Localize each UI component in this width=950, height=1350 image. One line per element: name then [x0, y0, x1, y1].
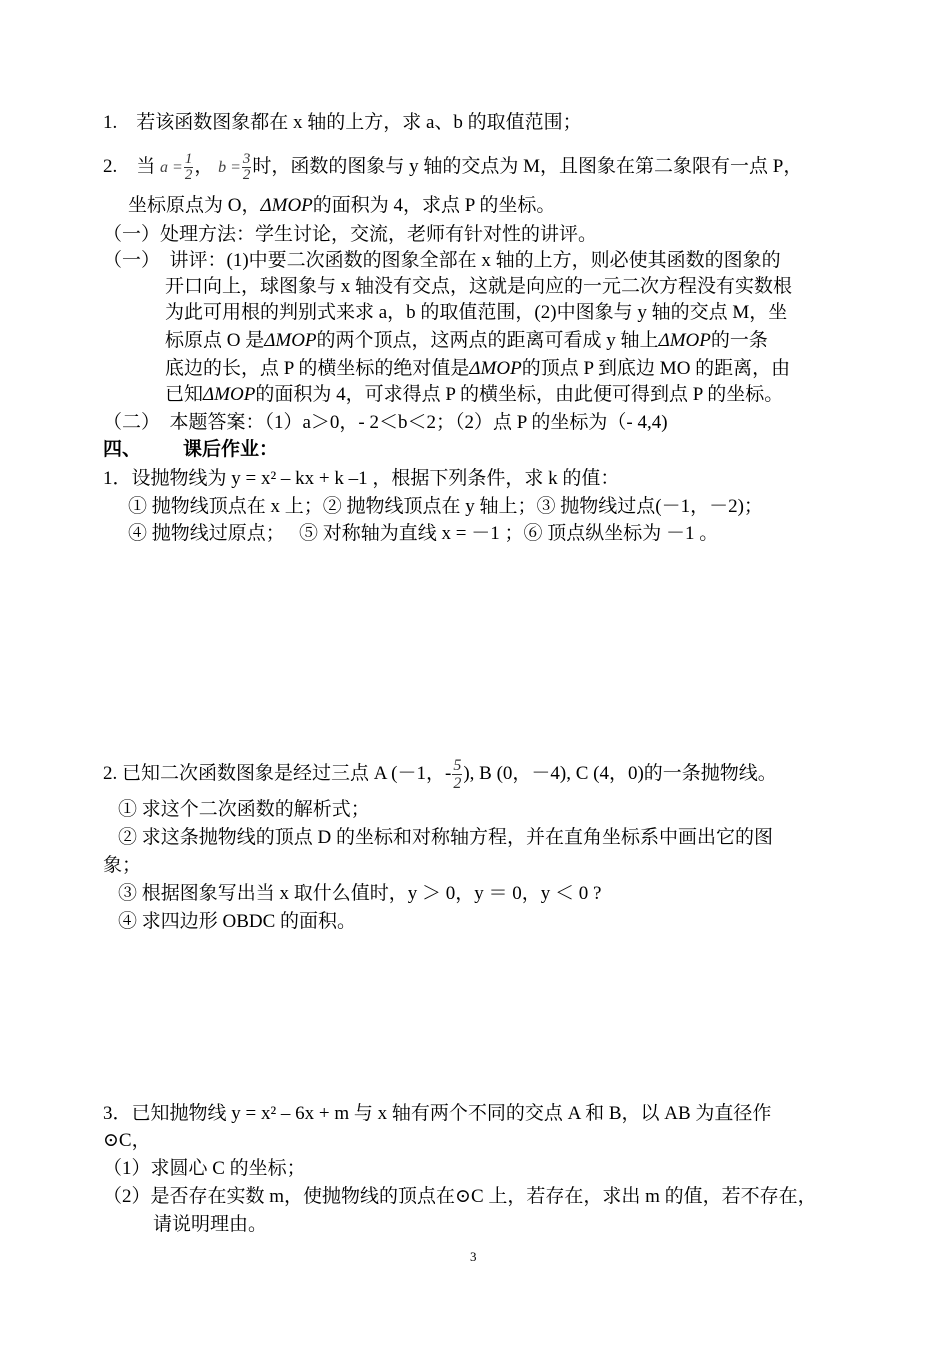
- question-2-number: 2. 当: [103, 155, 156, 177]
- homework-2-item-4: ④ 求四边形 OBDC 的面积。: [118, 911, 357, 932]
- comma: ，: [194, 155, 214, 177]
- b-fraction: [242, 152, 252, 183]
- section-title: 课后作业：: [183, 439, 279, 460]
- homework-2-item-2: ② 求这条抛物线的顶点 D 的坐标和对称轴方程，并在直角坐标系中画出它的图: [118, 827, 773, 848]
- a-numerator: 1: [184, 151, 193, 167]
- five-halves-fraction: [452, 757, 462, 792]
- question-2-line-1: [103, 152, 802, 183]
- triangle-mop: ΔMOP: [264, 330, 317, 351]
- homework-2-item-2-cont: 象；: [103, 855, 142, 876]
- review-line-2: 开口向上，球图象与 x 轴没有交点，这就是向应的一元二次方程没有实数根: [165, 276, 793, 297]
- triangle-mop: ΔMOP: [260, 195, 313, 216]
- review-line-1: [103, 248, 781, 274]
- homework-3-sub-2-cont: 请说明理由。: [153, 1214, 268, 1235]
- b-lhs: b =: [218, 158, 241, 176]
- review-l5-a: 底边的长，点 P 的横坐标的绝对值是: [165, 358, 470, 379]
- review-line-3: 为此可用根的判别式来求 a，b 的取值范围，(2)中图象与 y 轴的交点 M，坐: [165, 302, 788, 323]
- homework-1-conditions-row-1: ① 抛物线顶点在 x 上；② 抛物线顶点在 y 轴上；③ 抛物线过点(－1，－2)；: [128, 496, 763, 517]
- review-line-4: [165, 328, 768, 354]
- fraction-denominator: 2: [453, 775, 462, 792]
- method-line: （一）处理方法：学生讨论，交流，老师有针对性的讲评。: [103, 224, 598, 245]
- answer-line: （二） 本题答案：（1）a＞0，- 2＜b＜2；（2）点 P 的坐标为（- 4,4): [103, 412, 668, 433]
- review-line-6: [165, 382, 783, 408]
- review-l5-b: 的顶点 P 到底边 MO 的距离，由: [521, 358, 791, 379]
- homework-2-stem: [103, 757, 777, 792]
- line2-a: 坐标原点为 O，: [128, 195, 261, 216]
- triangle-mop: ΔMOP: [658, 330, 711, 351]
- review-l4-c: 的一条: [710, 330, 768, 351]
- homework-3-stem-cont: ⊙C，: [103, 1130, 151, 1151]
- question-2-tail: 时，函数的图象与 y 轴的交点为 M，且图象在第二象限有一点 P，: [252, 155, 803, 177]
- triangle-mop: ΔMOP: [203, 384, 256, 405]
- hw2-stem-a: 2. 已知二次函数图象是经过三点 A (－1，-: [103, 762, 452, 784]
- b-numerator: 3: [242, 151, 251, 167]
- homework-1-stem: 1．设抛物线为 y = x² – kx + k –1 ，根据下列条件，求 k 的值：: [103, 468, 620, 489]
- page-number: 3: [470, 1249, 477, 1264]
- a-denominator: 2: [184, 167, 193, 183]
- review-text-1: (1)中要二次函数的图象全部在 x 轴的上方，则必使其函数的图象的: [226, 250, 781, 271]
- fraction-numerator: 5: [453, 757, 462, 774]
- review-l6-a: 已知: [165, 384, 204, 405]
- line2-b: 的面积为 4，求点 P 的坐标。: [312, 195, 556, 216]
- hw2-stem-b: ), B (0，－4), C (4，0)的一条抛物线。: [463, 762, 777, 784]
- review-line-5: [165, 356, 790, 382]
- homework-2-item-3: ③ 根据图象写出当 x 取什么值时，y ＞ 0，y ＝ 0，y ＜ 0 ?: [118, 883, 602, 904]
- section-number: 四、: [103, 439, 142, 460]
- review-label: （一） 讲评：: [103, 250, 227, 271]
- a-lhs: a =: [160, 158, 183, 176]
- homework-3-sub-2: （2）是否存在实数 m，使抛物线的顶点在⊙C 上，若存在，求出 m 的值，若不存在，: [103, 1186, 817, 1207]
- review-l4-b: 的两个顶点，这两点的距离可看成 y 轴上: [316, 330, 659, 351]
- review-l6-b: 的面积为 4，可求得点 P 的横坐标，由此便可得到点 P 的坐标。: [255, 384, 784, 405]
- homework-3-stem: 3．已知抛物线 y = x² – 6x + m 与 x 轴有两个不同的交点 A 和 B，以 AB 为直径作: [103, 1103, 772, 1124]
- b-denominator: 2: [242, 167, 251, 183]
- question-2-line-2: [128, 193, 555, 219]
- review-l4-a: 标原点 O 是: [165, 330, 265, 351]
- section-4-heading: [103, 437, 278, 463]
- a-fraction: [184, 152, 194, 183]
- question-1: 1. 若该函数图象都在 x 轴的上方，求 a、b 的取值范围；: [103, 112, 582, 133]
- triangle-mop: ΔMOP: [469, 358, 522, 379]
- homework-3-sub-1: （1）求圆心 C 的坐标；: [103, 1158, 306, 1179]
- homework-1-conditions-row-2: ④ 抛物线过原点； ⑤ 对称轴为直线 x = －1 ；⑥ 顶点纵坐标为 －1 。: [128, 523, 719, 544]
- homework-2-item-1: ① 求这个二次函数的解析式；: [118, 799, 370, 820]
